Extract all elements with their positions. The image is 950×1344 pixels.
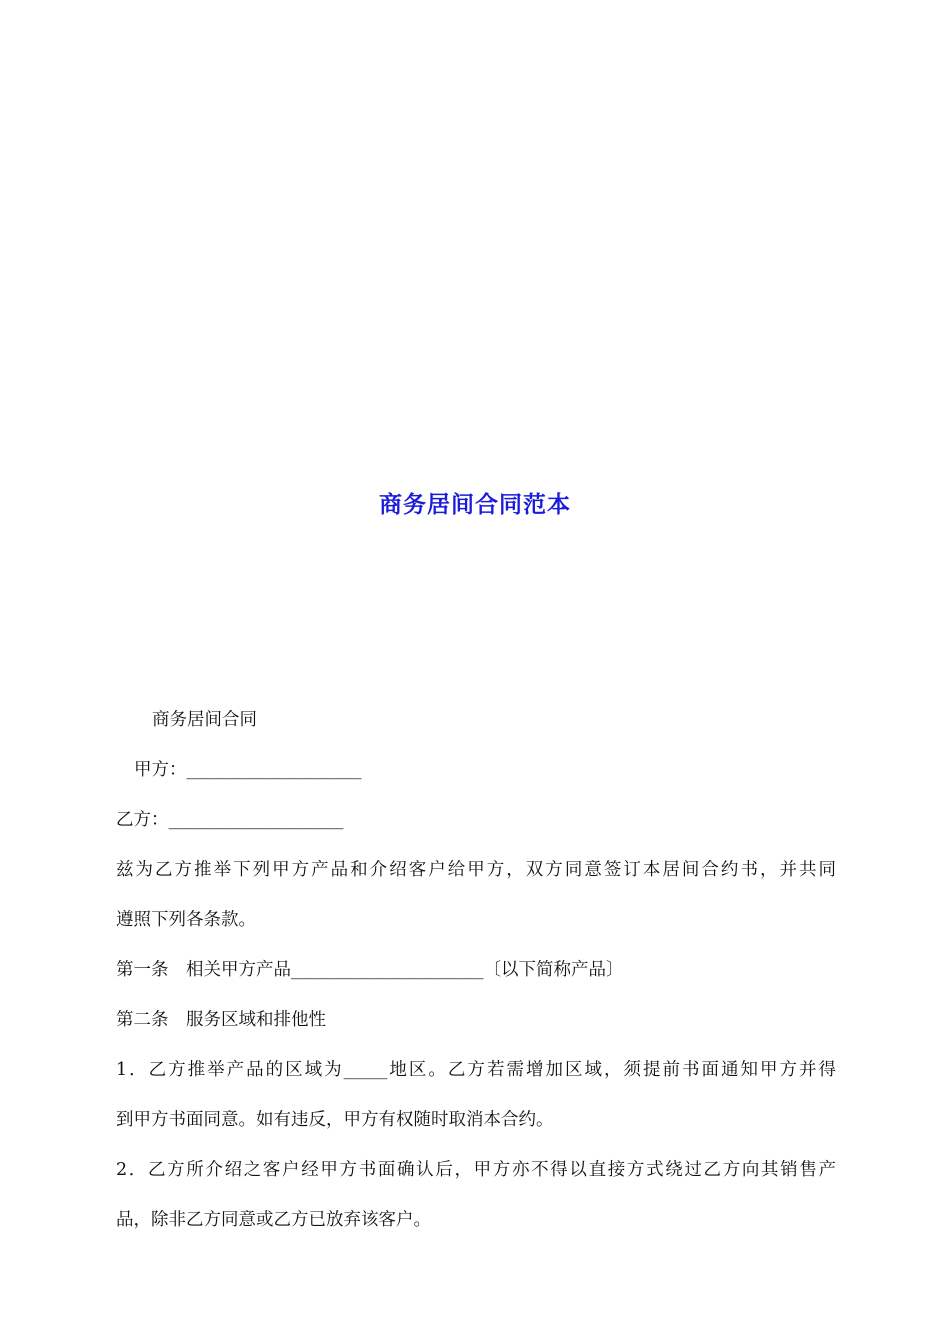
document-title: 商务居间合同范本: [379, 492, 571, 518]
preamble-line-2: 遵照下列各条款。: [116, 910, 256, 930]
article-1: 第一条 相关甲方产品______________________〔以下简称产品〕: [116, 960, 624, 980]
party-a-line: 甲方：____________________: [134, 760, 362, 780]
contract-heading: 商务居间合同: [152, 710, 257, 730]
clause-1-line-1: 1．乙方推举产品的区域为_____地区。乙方若需增加区域，须提前书面通知甲方并得: [116, 1060, 836, 1080]
party-b-line: 乙方：____________________: [116, 810, 344, 830]
clause-2-line-1: 2．乙方所介绍之客户经甲方书面确认后，甲方亦不得以直接方式绕过乙方向其销售产: [116, 1160, 836, 1180]
clause-1-line-2: 到甲方书面同意。如有违反，甲方有权随时取消本合约。: [116, 1110, 554, 1130]
preamble-line-1: 兹为乙方推举下列甲方产品和介绍客户给甲方，双方同意签订本居间合约书，并共同: [116, 860, 836, 880]
clause-2-line-2: 品，除非乙方同意或乙方已放弃该客户。: [116, 1210, 431, 1230]
article-2-heading: 第二条 服务区域和排他性: [116, 1010, 326, 1030]
